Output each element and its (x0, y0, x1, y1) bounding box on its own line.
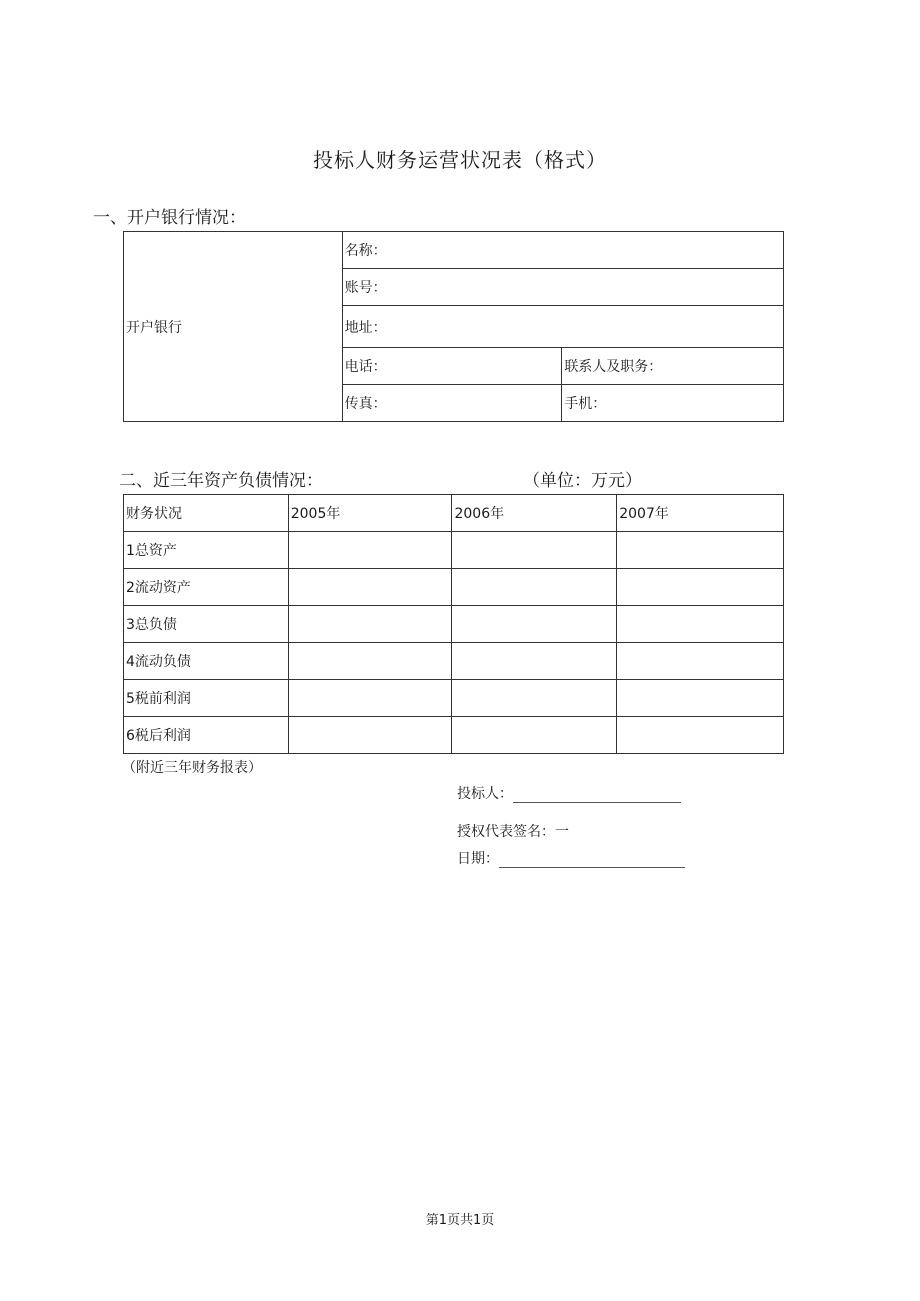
section2-heading: 二、近三年资产负债情况： (119, 471, 323, 491)
bank-mobile-cell: 手机： (562, 385, 784, 422)
page-title: 投标人财务运营状况表（格式） (313, 148, 607, 172)
finance-cell (617, 532, 784, 569)
page-footer: 第1页共1页 (425, 1213, 495, 1228)
finance-cell (288, 643, 452, 680)
section1-heading: 一、开户银行情况： (93, 208, 246, 228)
date-line (457, 848, 685, 868)
finance-row-label: 2流动资产 (124, 569, 289, 606)
finance-row-label: 6税后利润 (124, 717, 289, 754)
bidder-label: 投标人： (457, 786, 513, 802)
finance-cell (452, 532, 617, 569)
table-row (124, 643, 784, 680)
finance-row-label: 3总负债 (124, 606, 289, 643)
bank-account-cell: 账号： (342, 269, 783, 306)
bank-fax-cell: 传真： (342, 385, 562, 422)
representative-label: 授权代表签名：一 (457, 824, 569, 840)
date-label: 日期： (457, 851, 499, 867)
bidder-blank (513, 788, 681, 803)
finance-table (123, 494, 784, 754)
table-row (124, 717, 784, 754)
finance-row-label: 4流动负债 (124, 643, 289, 680)
finance-header: 2006年 (452, 495, 617, 532)
bank-phone-cell: 电话： (342, 348, 562, 385)
finance-cell (288, 680, 452, 717)
finance-cell (617, 569, 784, 606)
date-blank (499, 853, 685, 868)
bank-name-cell: 名称： (342, 232, 783, 269)
finance-header-row (124, 495, 784, 532)
table-row (124, 569, 784, 606)
finance-header: 财务状况 (124, 495, 289, 532)
bidder-line (457, 783, 681, 803)
finance-row-label: 5税前利润 (124, 680, 289, 717)
finance-cell (452, 643, 617, 680)
table-row (124, 532, 784, 569)
finance-header: 2007年 (617, 495, 784, 532)
finance-cell (617, 643, 784, 680)
finance-cell (288, 532, 452, 569)
finance-cell (452, 717, 617, 754)
representative-line (457, 821, 569, 841)
finance-header: 2005年 (288, 495, 452, 532)
finance-cell (452, 680, 617, 717)
table-row (124, 680, 784, 717)
bank-row-label: 开户银行 (124, 232, 343, 422)
finance-cell (452, 606, 617, 643)
bank-address-cell: 地址： (342, 306, 783, 348)
table-row (124, 606, 784, 643)
finance-row-label: 1总资产 (124, 532, 289, 569)
unit-label: （单位：万元） (523, 471, 642, 491)
finance-cell (452, 569, 617, 606)
bank-contact-cell: 联系人及职务： (562, 348, 784, 385)
finance-cell (288, 606, 452, 643)
finance-cell (288, 569, 452, 606)
attachment-note: （附近三年财务报表） (122, 760, 262, 776)
finance-cell (617, 680, 784, 717)
finance-cell (288, 717, 452, 754)
finance-cell (617, 717, 784, 754)
finance-cell (617, 606, 784, 643)
bank-info-table (123, 231, 784, 422)
